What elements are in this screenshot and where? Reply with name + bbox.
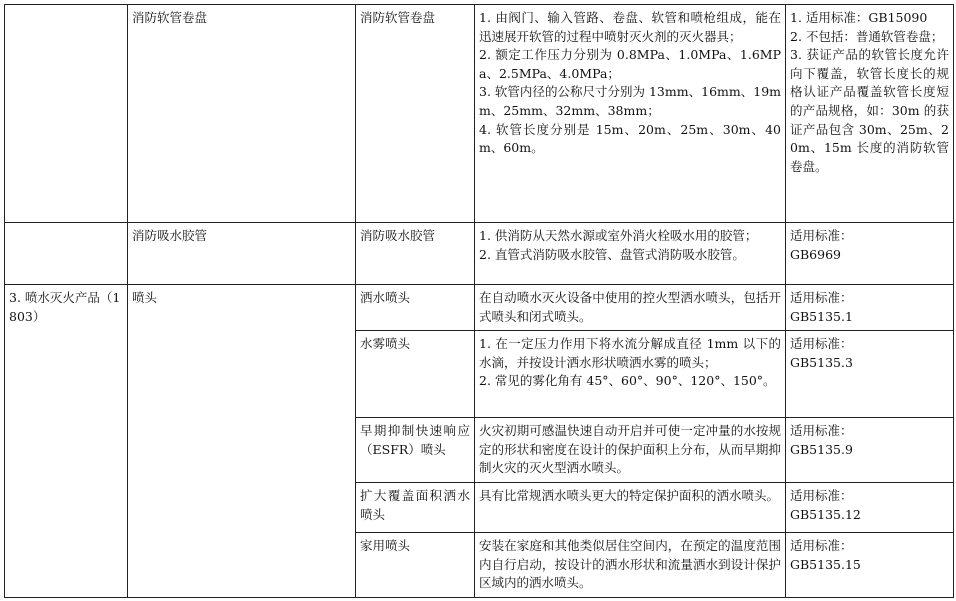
product-name-cell: 家用喷头 [356, 532, 475, 597]
product-type-cell: 消防软管卷盘 [128, 5, 356, 223]
remark-line: GB5135.9 [790, 441, 853, 457]
description-line: 2. 直管式消防吸水胶管、盘管式消防吸水胶管。 [479, 246, 745, 262]
description-line: 3. 软管内径的公称尺寸分别为 13mm、16mm、19mm、25mm、32mm、38mm； [479, 84, 781, 118]
remark-line: GB5135.15 [790, 556, 861, 572]
product-spec-table [4, 4, 954, 598]
remark-cell [786, 532, 954, 597]
remark-line: 适用标准： [790, 423, 853, 439]
description-line: 2. 常见的雾化角有 45°、60°、90°、120°、150°。 [479, 373, 776, 389]
remark-line: 3. 获证产品的软管长度允许向下覆盖，软管长度长的规格认证产品覆盖软管长度短的产品规格，如：30m 的获证产品包含 30m、25m、20m、15m 长度的消防软管卷盘。 [790, 47, 949, 174]
remark-line: 适用标准： [790, 290, 853, 305]
remark-line: 适用标准： [790, 537, 853, 553]
description-line: 1. 在一定压力作用下将水流分解成直径 1mm 以下的水滴，并按设计洒水形状喷洒水雾的喷头； [479, 336, 781, 370]
product-name-cell: 消防软管卷盘 [356, 5, 475, 223]
remark-cell [786, 285, 954, 331]
remark-line: GB5135.12 [790, 506, 861, 522]
remark-cell [786, 331, 954, 418]
remark-cell [786, 223, 954, 285]
remark-cell [786, 5, 954, 223]
remark-line: GB5135.3 [790, 354, 853, 370]
description-line: 具有比常规洒水喷头更大的特定保护面积的洒水喷头。 [479, 487, 780, 503]
product-name-cell: 洒水喷头 [356, 285, 475, 331]
description-cell [475, 223, 786, 285]
description-cell [475, 532, 786, 597]
product-name-cell: 扩大覆盖面积洒水喷头 [356, 482, 475, 532]
table-row [5, 223, 954, 285]
remark-cell [786, 482, 954, 532]
product-name-cell: 早期抑制快速响应（ESFR）喷头 [356, 418, 475, 483]
description-cell [475, 5, 786, 223]
table-row [5, 285, 954, 331]
remark-line: 2. 不包括：普通软管卷盘； [790, 28, 944, 44]
description-cell [475, 482, 786, 532]
product-name-cell: 消防吸水胶管 [356, 223, 475, 285]
description-cell [475, 418, 786, 483]
product-name-cell: 水雾喷头 [356, 331, 475, 418]
table-row [5, 5, 954, 223]
description-line: 在自动喷水灭火设备中使用的控火型洒水喷头，包括开式喷头和闭式喷头。 [479, 290, 781, 324]
product-type-cell: 喷头 [128, 285, 356, 598]
description-cell [475, 331, 786, 418]
description-line: 安装在家庭和其他类似居住空间内，在预定的温度范围内自行启动，按设计的洒水形状和流量洒水到设计保护区域内的洒水喷头。 [479, 537, 781, 591]
remark-line: 1. 适用标准：GB15090 [790, 10, 928, 25]
category-cell [5, 5, 128, 223]
description-line: 1. 供消防从天然水源或室外消火栓吸水用的胶管； [479, 228, 758, 243]
remark-line: 适用标准： [790, 336, 853, 352]
remark-line: GB6969 [790, 246, 841, 262]
remark-line: 适用标准： [790, 487, 853, 503]
remark-cell [786, 418, 954, 483]
product-type-cell: 消防吸水胶管 [128, 223, 356, 285]
description-line: 1. 由阀门、输入管路、卷盘、软管和喷枪组成，能在迅速展开软管的过程中喷射灭火剂的灭火器具； [479, 10, 781, 44]
description-line: 2. 额定工作压力分别为 0.8MPa、1.0MPa、1.6MPa、2.5MPa、4.0MPa； [479, 47, 781, 81]
category-cell: 3. 喷水灭火产品（1803） [5, 285, 128, 598]
description-line: 火灾初期可感温快速自动开启并可使一定冲量的水按规定的形状和密度在设计的保护面积上分布，从而早期抑制火灾的灭火型洒水喷头。 [479, 423, 781, 476]
remark-line: 适用标准： [790, 228, 853, 243]
category-cell [5, 223, 128, 285]
description-line: 4. 软管长度分别是 15m、20m、25m、30m、40m、60m。 [479, 121, 781, 156]
remark-line: GB5135.1 [790, 308, 853, 324]
description-cell [475, 285, 786, 331]
